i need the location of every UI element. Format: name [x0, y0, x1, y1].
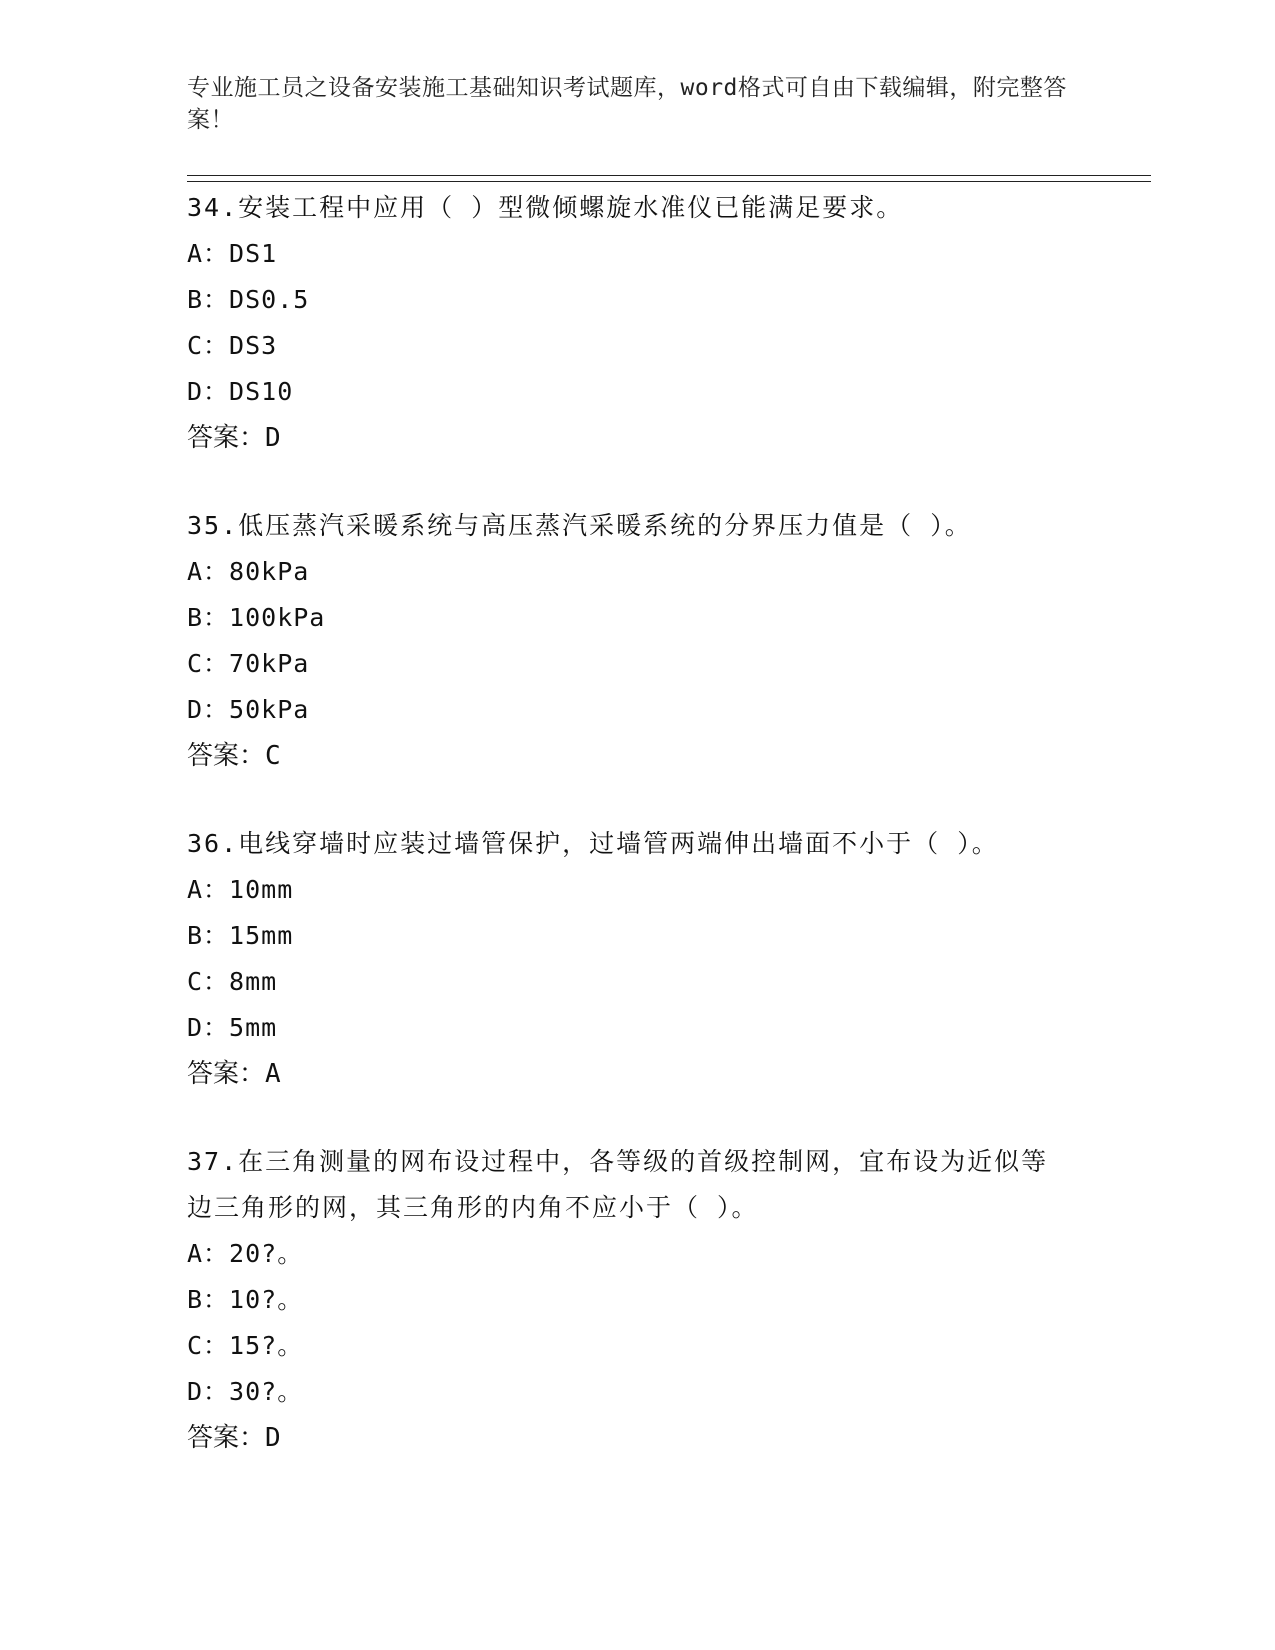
option-a: A：DS1 [187, 239, 278, 268]
option-d: D：50kPa [187, 695, 310, 724]
question-34 [187, 185, 1087, 461]
answer-value: D [265, 423, 281, 453]
option-a: A：20?。 [187, 1239, 304, 1268]
answer-value: C [265, 741, 281, 771]
answer-value: A [265, 1059, 281, 1089]
header-rule-bottom [187, 181, 1151, 182]
question-37 [187, 1139, 1067, 1461]
document-header: 专业施工员之设备安装施工基础知识考试题库，word格式可自由下载编辑，附完整答案！ [187, 75, 1067, 133]
option-a: A：80kPa [187, 557, 310, 586]
answer-label: 答案： [187, 423, 266, 453]
header-rule-top [187, 175, 1151, 176]
option-c: C：8mm [187, 967, 278, 996]
question-stem: 35.低压蒸汽采暖系统与高压蒸汽采暖系统的分界压力值是（ ）。 [187, 511, 972, 540]
answer [187, 1051, 1087, 1097]
answer [187, 1415, 1067, 1461]
option-c: C：DS3 [187, 331, 278, 360]
option-d: D：5mm [187, 1013, 278, 1042]
answer [187, 733, 1087, 779]
question-35 [187, 503, 1087, 779]
answer-label: 答案： [187, 741, 266, 771]
option-a: A：10mm [187, 875, 294, 904]
question-stem: 36.电线穿墙时应装过墙管保护，过墙管两端伸出墙面不小于（ ）。 [187, 829, 999, 858]
question-36 [187, 821, 1087, 1097]
option-d: D：DS10 [187, 377, 294, 406]
option-b: B：100kPa [187, 603, 326, 632]
option-c: C：70kPa [187, 649, 310, 678]
option-c: C：15?。 [187, 1331, 304, 1360]
answer [187, 415, 1087, 461]
answer-label: 答案： [187, 1059, 266, 1089]
question-stem: 34.安装工程中应用（ ）型微倾螺旋水准仪已能满足要求。 [187, 193, 904, 222]
option-b: B：15mm [187, 921, 294, 950]
option-b: B：10?。 [187, 1285, 304, 1314]
option-b: B：DS0.5 [187, 285, 310, 314]
answer-label: 答案： [187, 1423, 266, 1453]
question-stem: 37.在三角测量的网布设过程中，各等级的首级控制网，宜布设为近似等边三角形的网，其三角形的内角不应小于（ ）。 [187, 1147, 1049, 1222]
option-d: D：30?。 [187, 1377, 304, 1406]
answer-value: D [265, 1423, 281, 1453]
